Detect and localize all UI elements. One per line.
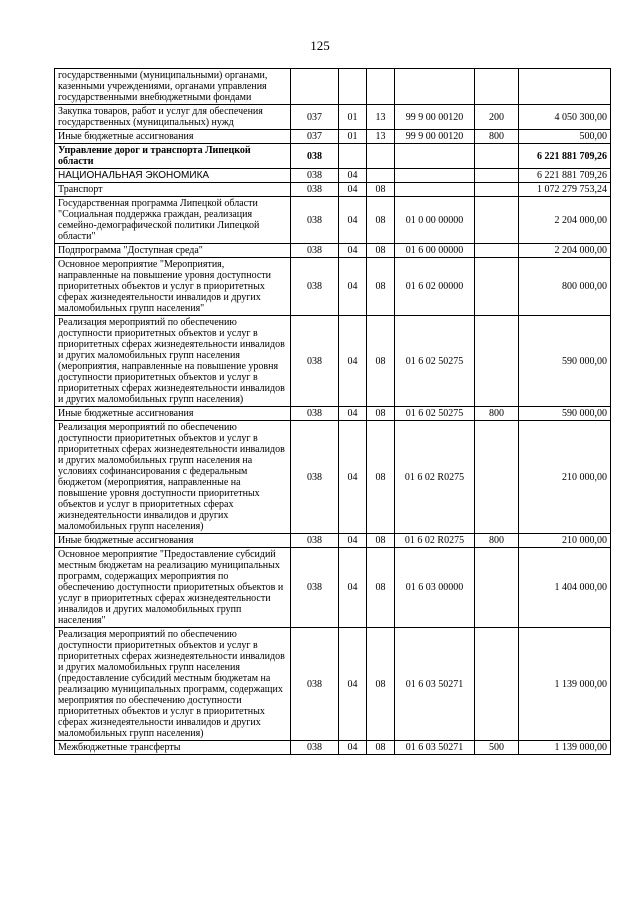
target-article-code-cell: 01 6 03 00000 — [395, 548, 475, 628]
expense-type-code-cell — [475, 628, 519, 741]
ministry-code-cell: 038 — [291, 144, 339, 169]
row-name-cell: Реализация мероприятий по обеспечению доступности приоритетных объектов и услуг в приоритетных сферах жизнедеятельности инвалидов и других маломобильных групп населения (мероприятия, направленные на повышение уровня доступности приоритетных объектов и услуг в приоритетных сферах жизнедеятельности инвалидов и других маломобильных групп населения) — [55, 316, 291, 407]
section-code-cell: 04 — [339, 244, 367, 258]
expense-type-code-cell: 200 — [475, 105, 519, 130]
target-article-code-cell: 01 0 00 00000 — [395, 197, 475, 244]
amount-cell — [519, 69, 611, 105]
expense-type-code-cell — [475, 169, 519, 183]
amount-cell: 1 404 000,00 — [519, 548, 611, 628]
section-code-cell: 04 — [339, 258, 367, 316]
subsection-code-cell — [367, 169, 395, 183]
row-name-cell: Закупка товаров, работ и услуг для обеспечения государственных (муниципальных) нужд — [55, 105, 291, 130]
row-name-cell: Основное мероприятие "Мероприятия, направленные на повышение уровня доступности приоритетных объектов и услуг в приоритетных сферах жизнедеятельности инвалидов и других маломобильных групп населения" — [55, 258, 291, 316]
table-row — [55, 421, 611, 534]
table-row — [55, 258, 611, 316]
expense-type-code-cell — [475, 316, 519, 407]
row-name-cell: Транспорт — [55, 183, 291, 197]
expense-type-code-cell: 500 — [475, 741, 519, 755]
row-name-cell: государственными (муниципальными) органами, казенными учреждениями, органами управления государственными внебюджетными фондами — [55, 69, 291, 105]
table-row — [55, 105, 611, 130]
amount-cell: 800 000,00 — [519, 258, 611, 316]
section-code-cell: 04 — [339, 316, 367, 407]
row-name-cell: Подпрограмма "Доступная среда" — [55, 244, 291, 258]
subsection-code-cell: 08 — [367, 534, 395, 548]
ministry-code-cell: 038 — [291, 407, 339, 421]
target-article-code-cell: 01 6 00 00000 — [395, 244, 475, 258]
section-code-cell: 04 — [339, 197, 367, 244]
target-article-code-cell: 01 6 02 R0275 — [395, 421, 475, 534]
table-row — [55, 534, 611, 548]
section-code-cell: 04 — [339, 421, 367, 534]
amount-cell: 500,00 — [519, 130, 611, 144]
ministry-code-cell: 037 — [291, 130, 339, 144]
table-row — [55, 169, 611, 183]
table-row — [55, 69, 611, 105]
section-code-cell — [339, 144, 367, 169]
expense-type-code-cell — [475, 69, 519, 105]
subsection-code-cell: 08 — [367, 183, 395, 197]
amount-cell: 1 072 279 753,24 — [519, 183, 611, 197]
ministry-code-cell: 038 — [291, 534, 339, 548]
ministry-code-cell: 038 — [291, 628, 339, 741]
subsection-code-cell: 08 — [367, 548, 395, 628]
table-row — [55, 628, 611, 741]
target-article-code-cell: 01 6 02 50275 — [395, 316, 475, 407]
section-code-cell: 04 — [339, 169, 367, 183]
ministry-code-cell: 038 — [291, 197, 339, 244]
section-code-cell — [339, 69, 367, 105]
row-name-cell: Государственная программа Липецкой области "Социальная поддержка граждан, реализация семейно-демографической политики Липецкой области" — [55, 197, 291, 244]
ministry-code-cell: 038 — [291, 169, 339, 183]
table-row — [55, 316, 611, 407]
row-name-cell: Межбюджетные трансферты — [55, 741, 291, 755]
target-article-code-cell: 99 9 00 00120 — [395, 130, 475, 144]
subsection-code-cell: 08 — [367, 258, 395, 316]
subsection-code-cell: 08 — [367, 244, 395, 258]
amount-cell: 1 139 000,00 — [519, 628, 611, 741]
amount-cell: 4 050 300,00 — [519, 105, 611, 130]
amount-cell: 1 139 000,00 — [519, 741, 611, 755]
target-article-code-cell: 01 6 02 00000 — [395, 258, 475, 316]
expense-type-code-cell: 800 — [475, 407, 519, 421]
section-code-cell: 01 — [339, 105, 367, 130]
amount-cell: 210 000,00 — [519, 421, 611, 534]
target-article-code-cell: 01 6 02 50275 — [395, 407, 475, 421]
budget-table — [54, 68, 611, 755]
target-article-code-cell: 01 6 02 R0275 — [395, 534, 475, 548]
target-article-code-cell — [395, 183, 475, 197]
expense-type-code-cell — [475, 258, 519, 316]
expense-type-code-cell — [475, 244, 519, 258]
table-row — [55, 548, 611, 628]
table-row — [55, 244, 611, 258]
table-row — [55, 741, 611, 755]
table-row — [55, 130, 611, 144]
amount-cell: 590 000,00 — [519, 407, 611, 421]
subsection-code-cell: 08 — [367, 741, 395, 755]
expense-type-code-cell — [475, 183, 519, 197]
subsection-code-cell — [367, 144, 395, 169]
ministry-code-cell: 038 — [291, 244, 339, 258]
row-name-cell: Иные бюджетные ассигнования — [55, 534, 291, 548]
ministry-code-cell: 038 — [291, 741, 339, 755]
expense-type-code-cell — [475, 421, 519, 534]
section-code-cell: 04 — [339, 741, 367, 755]
ministry-code-cell: 038 — [291, 421, 339, 534]
expense-type-code-cell — [475, 548, 519, 628]
row-name-cell: НАЦИОНАЛЬНАЯ ЭКОНОМИКА — [55, 169, 291, 183]
ministry-code-cell — [291, 69, 339, 105]
target-article-code-cell — [395, 169, 475, 183]
section-code-cell: 04 — [339, 548, 367, 628]
amount-cell: 210 000,00 — [519, 534, 611, 548]
subsection-code-cell: 13 — [367, 105, 395, 130]
row-name-cell: Иные бюджетные ассигнования — [55, 407, 291, 421]
section-code-cell: 04 — [339, 183, 367, 197]
amount-cell: 590 000,00 — [519, 316, 611, 407]
target-article-code-cell: 01 6 03 50271 — [395, 741, 475, 755]
expense-type-code-cell: 800 — [475, 130, 519, 144]
target-article-code-cell — [395, 69, 475, 105]
section-code-cell: 04 — [339, 534, 367, 548]
subsection-code-cell: 08 — [367, 197, 395, 244]
row-name-cell: Управление дорог и транспорта Липецкой области — [55, 144, 291, 169]
amount-cell: 6 221 881 709,26 — [519, 169, 611, 183]
row-name-cell: Реализация мероприятий по обеспечению доступности приоритетных объектов и услуг в приоритетных сферах жизнедеятельности инвалидов и других маломобильных групп населения (предоставление субсидий местным бюджетам на реализацию муниципальных программ, содержащих мероприятия по обеспечению доступности приоритетных объектов и услуг в приоритетных сферах жизнедеятельности инвалидов и других маломобильных групп населения) — [55, 628, 291, 741]
row-name-cell: Реализация мероприятий по обеспечению доступности приоритетных объектов и услуг в приоритетных сферах жизнедеятельности инвалидов и других маломобильных групп населения на условиях софинансирования с федеральным бюджетом (мероприятия, направленные на повышение уровня доступности приоритетных объектов и услуг в приоритетных сферах жизнедеятельности инвалидов и других маломобильных групп населения) — [55, 421, 291, 534]
subsection-code-cell: 08 — [367, 407, 395, 421]
subsection-code-cell: 13 — [367, 130, 395, 144]
ministry-code-cell: 038 — [291, 548, 339, 628]
subsection-code-cell: 08 — [367, 421, 395, 534]
subsection-code-cell — [367, 69, 395, 105]
section-code-cell: 04 — [339, 628, 367, 741]
ministry-code-cell: 038 — [291, 316, 339, 407]
target-article-code-cell: 99 9 00 00120 — [395, 105, 475, 130]
table-row — [55, 183, 611, 197]
page-number: 125 — [310, 38, 330, 53]
subsection-code-cell: 08 — [367, 316, 395, 407]
expense-type-code-cell: 800 — [475, 534, 519, 548]
table-row — [55, 407, 611, 421]
section-code-cell: 04 — [339, 407, 367, 421]
expense-type-code-cell — [475, 197, 519, 244]
section-code-cell: 01 — [339, 130, 367, 144]
expense-type-code-cell — [475, 144, 519, 169]
target-article-code-cell — [395, 144, 475, 169]
table-row — [55, 197, 611, 244]
amount-cell: 6 221 881 709,26 — [519, 144, 611, 169]
row-name-cell: Основное мероприятие "Предоставление субсидий местным бюджетам на реализацию муниципальных программ, содержащих мероприятия по обеспечению доступности приоритетных объектов и услуг в приоритетных сферах жизнедеятельности инвалидов и других маломобильных групп населения" — [55, 548, 291, 628]
subsection-code-cell: 08 — [367, 628, 395, 741]
amount-cell: 2 204 000,00 — [519, 244, 611, 258]
ministry-code-cell: 038 — [291, 183, 339, 197]
amount-cell: 2 204 000,00 — [519, 197, 611, 244]
target-article-code-cell: 01 6 03 50271 — [395, 628, 475, 741]
ministry-code-cell: 038 — [291, 258, 339, 316]
table-row — [55, 144, 611, 169]
ministry-code-cell: 037 — [291, 105, 339, 130]
row-name-cell: Иные бюджетные ассигнования — [55, 130, 291, 144]
